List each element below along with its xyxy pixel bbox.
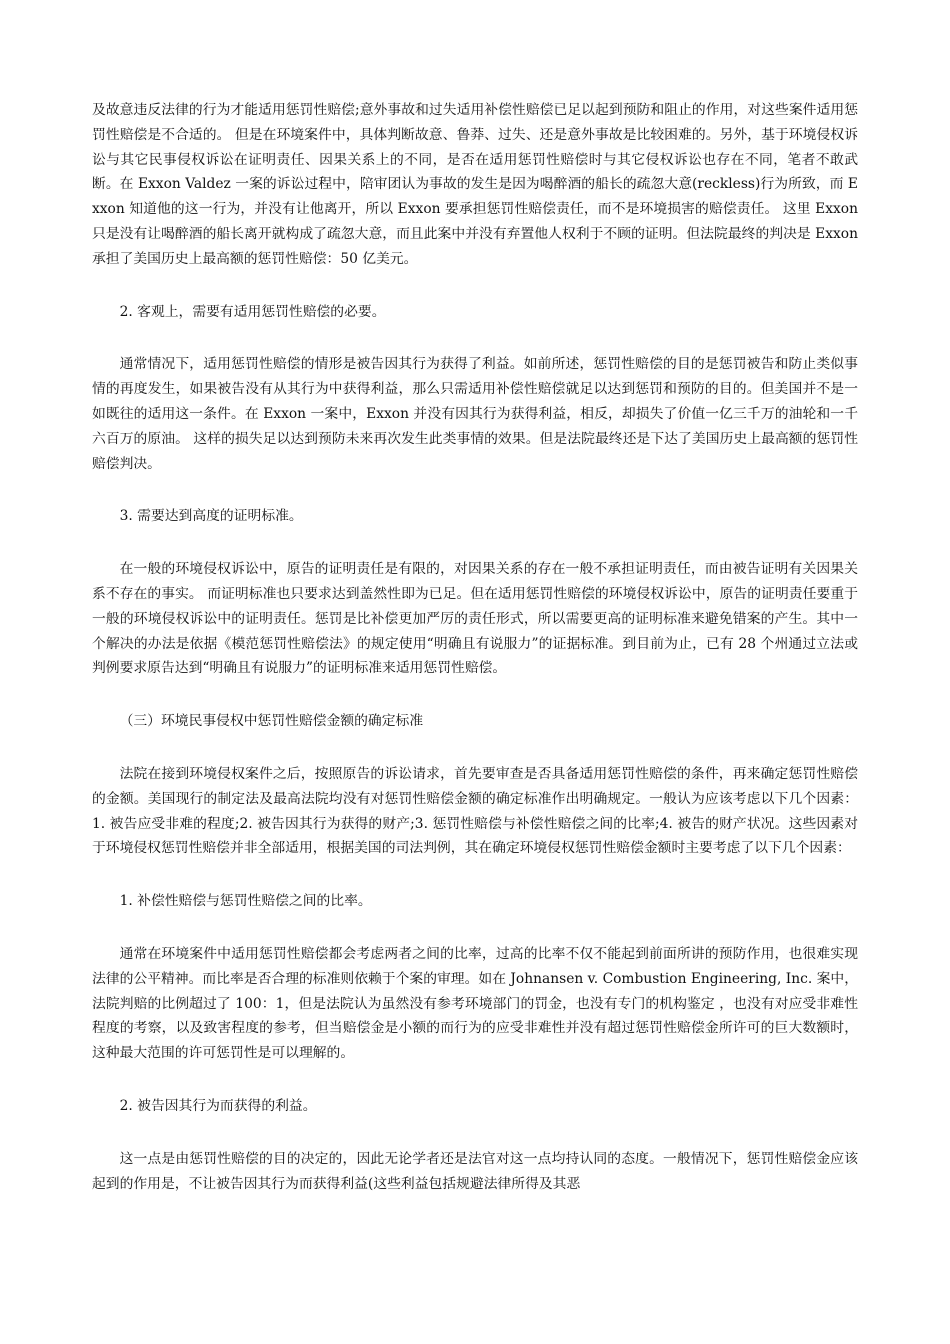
paragraph-burden-of-proof: 在一般的环境侵权诉讼中，原告的证明责任是有限的，对因果关系的存在一般不承担证明责任，而由被告证明有关因果关系不存在的事实。 而证明标准也只要求达到盖然性即为已足。但在适用惩罚性赔偿的环境侵权诉讼中，原告的证明责任要重于一般的环境侵权诉讼中的证明责任。惩罚是比补偿更加严厉的责任形式，所以需要更高的证明标准来避免错案的产生。其中一个解决的办法是依据《模范惩罚性赔偿法》的规定使用“明确且有说服力”的证据标准。到目前为止，已有 28 个州通过立法或判例要求原告达到“明确且有说服力”的证明标准来适用惩罚性赔偿。 xyxy=(92,561,858,677)
subheading-objective-necessity: 2. 客观上，需要有适用惩罚性赔偿的必要。 xyxy=(119,303,386,320)
paragraph-purpose: 这一点是由惩罚性赔偿的目的决定的，因此无论学者还是法官对这一点均持认同的态度。一般情况下，惩罚性赔偿金应该起到的作用是，不让被告因其行为而获得利益(这些利益包括规避法律所得及其恶 xyxy=(92,1150,858,1192)
subheading-ratio: 1. 补偿性赔偿与惩罚性赔偿之间的比率。 xyxy=(119,893,372,910)
paragraph-amount-factors: 法院在接到环境侵权案件之后，按照原告的诉讼请求，首先要审查是否具备适用惩罚性赔偿的条件，再来确定惩罚性赔偿的金额。美国现行的制定法及最高法院均没有对惩罚性赔偿金额的确定标准作出明确规定。一般认为应该考虑以下几个因素：1. 被告应受非难的程度;2. 被告因其行为获得的财产;3. 惩罚性赔偿与补偿性赔偿之间的比率;4. 被告的财产状况。这些因素对于环境侵权惩罚性赔偿并非全部适用，根据美国的司法判例，其在确定环境侵权惩罚性赔偿金额时主要考虑了以下几个因素： xyxy=(92,765,858,857)
paragraph-ratio-case: 通常在环境案件中适用惩罚性赔偿都会考虑两者之间的比率，过高的比率不仅不能起到前面所讲的预防作用，也很难实现法律的公平精神。而比率是否合理的标准则依赖于个案的审理。如在 Johnansen v. Combustion Engineering, Inc. 案中，法院判赔的比例超过了 100：1，但是法院认为虽然没有参考环境部门的罚金，也没有专门的机构鉴定 ，也没有对应受非难性程度的考察，以及致害程度的参考，但当赔偿金是小额的而行为的应受非难性并没有超过惩罚性赔偿金所许可的巨大数额时，这种最大范围的许可惩罚性是可以理解的。 xyxy=(92,945,858,1062)
subheading-proof-standard: 3. 需要达到高度的证明标准。 xyxy=(119,508,303,525)
subheading-defendant-benefit: 2. 被告因其行为而获得的利益。 xyxy=(119,1097,317,1114)
paragraph-benefit-condition: 通常情况下，适用惩罚性赔偿的情形是被告因其行为获得了利益。如前所述，惩罚性赔偿的目的是惩罚被告和防止类似事情的再度发生，如果被告没有从其行为中获得利益，那么只需适用补偿性赔偿就足以达到惩罚和预防的目的。但美国并不是一如既往的适用这一条件。在 Exxon 一案中，Exxon 并没有因其行为获得利益，相反，却损失了价值一亿三千万的油轮和一千六百万的原油。 这样的损失足以达到预防未来再次发生此类事情的效果。但是法院最终还是下达了美国历史上最高额的惩罚性赔偿判决。 xyxy=(92,356,858,472)
section-heading-amount-standard: （三）环境民事侵权中惩罚性赔偿金额的确定标准 xyxy=(119,713,424,730)
document-page xyxy=(92,98,858,1224)
paragraph-continued: 及故意违反法律的行为才能适用惩罚性赔偿;意外事故和过失适用补偿性赔偿已足以起到预防和阻止的作用，对这些案件适用惩罚性赔偿是不合适的。 但是在环境案件中，具体判断故意、鲁莽、过失、还是意外事故是比较困难的。另外，基于环境侵权诉讼与其它民事侵权诉讼在证明责任、因果关系上的不同，是否在适用惩罚性赔偿时与其它侵权诉讼也存在不同，笔者不敢武断。在 Exxon Valdez 一案的诉讼过程中，陪审团认为事故的发生是因为喝醉酒的船长的疏忽大意(reckless)行为所致，而 Exxon 知道他的这一行为，并没有让他离开，所以 Exxon 要承担惩罚性赔偿责任，而不是环境损害的赔偿责任。 这里 Exxon 只是没有让喝醉酒的船长离开就构成了疏忽大意，而且此案中并没有弃置他人权利于不顾的证明。但法院最终的判决是 Exxon 承担了美国历史上最高额的惩罚性赔偿：50 亿美元。 xyxy=(92,102,858,267)
